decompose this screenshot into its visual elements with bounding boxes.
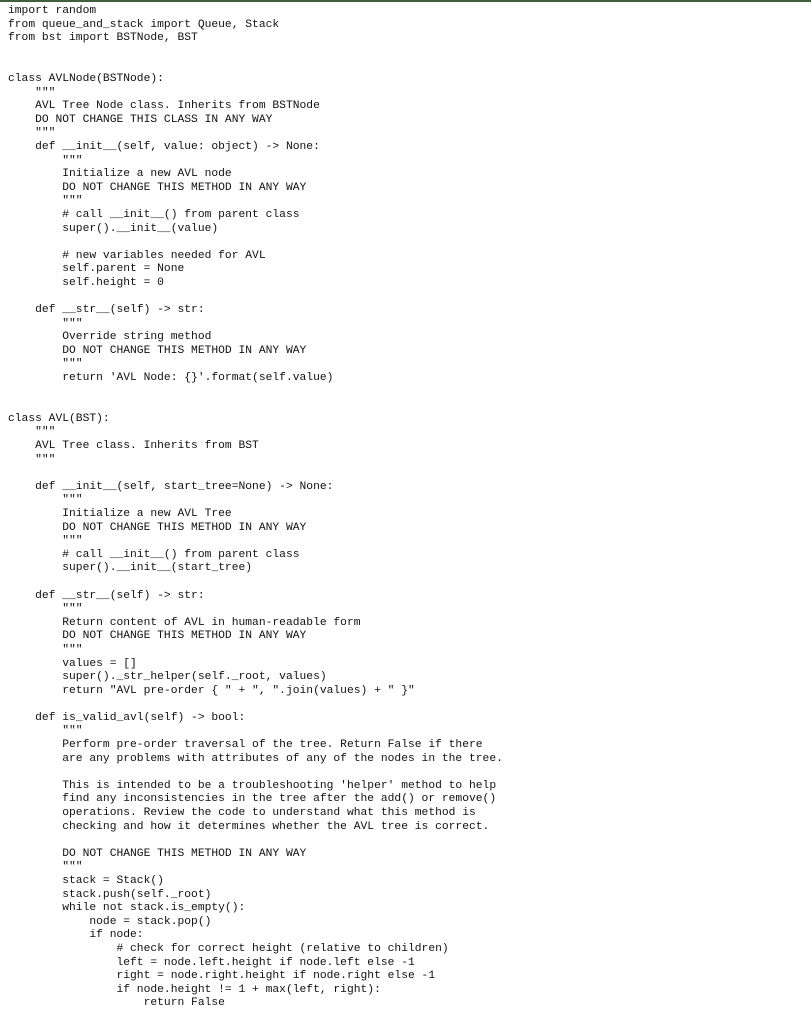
top-border (0, 0, 811, 2)
code-line (8, 576, 808, 590)
code-line: def __str__(self) -> str: (8, 304, 205, 317)
code-line: """ (8, 317, 83, 330)
code-line (8, 698, 808, 712)
code-line: find any inconsistencies in the tree after the add() or remove() (8, 793, 497, 806)
code-line: """ (8, 195, 83, 208)
code-line: Override string method (8, 331, 212, 344)
code-line: # call __init__() from parent class (8, 208, 300, 221)
code-line (8, 236, 808, 250)
code-line: """ (8, 725, 83, 738)
code-line: return False (8, 997, 225, 1010)
code-line: """ (8, 127, 56, 140)
code-line (8, 46, 808, 60)
code-line: are any problems with attributes of any of the nodes in the tree. (8, 752, 503, 765)
code-line: """ (8, 453, 56, 466)
code-line: class AVLNode(BSTNode): (8, 72, 164, 85)
code-line: super()._str_helper(self._root, values) (8, 671, 327, 684)
code-line: # call __init__() from parent class (8, 548, 300, 561)
code-line: operations. Review the code to understand what this method is (8, 807, 476, 820)
code-line: self.parent = None (8, 263, 185, 276)
code-line (8, 290, 808, 304)
code-line: # check for correct height (relative to children) (8, 942, 449, 955)
code-line (8, 834, 808, 848)
code-line: DO NOT CHANGE THIS METHOD IN ANY WAY (8, 344, 307, 357)
code-line: self.height = 0 (8, 276, 164, 289)
code-line: return "AVL pre-order { " + ", ".join(values) + " }" (8, 684, 415, 697)
code-line: checking and how it determines whether the AVL tree is correct. (8, 820, 490, 833)
code-line: # new variables needed for AVL (8, 249, 266, 262)
code-line: """ (8, 643, 83, 656)
code-line (8, 399, 808, 413)
code-line (8, 766, 808, 780)
code-line: super().__init__(start_tree) (8, 562, 253, 575)
code-line: right = node.right.height if node.right else -1 (8, 970, 436, 983)
code-line: node = stack.pop() (8, 915, 212, 928)
code-line: import random (8, 5, 97, 17)
code-line: from queue_and_stack import Queue, Stack (8, 18, 280, 31)
code-line: if node.height != 1 + max(left, right): (8, 983, 381, 996)
code-line: DO NOT CHANGE THIS CLASS IN ANY WAY (8, 113, 273, 126)
code-line: Initialize a new AVL node (8, 168, 232, 181)
code-line: Initialize a new AVL Tree (8, 507, 232, 520)
code-line: stack.push(self._root) (8, 888, 212, 901)
code-line: def __init__(self, start_tree=None) -> None: (8, 480, 334, 493)
code-line: def __str__(self) -> str: (8, 589, 205, 602)
code-line: stack = Stack() (8, 875, 164, 887)
code-line (8, 386, 808, 400)
code-line: DO NOT CHANGE THIS METHOD IN ANY WAY (8, 521, 307, 534)
code-line: Perform pre-order traversal of the tree. Return False if there (8, 739, 483, 752)
code-line: AVL Tree Node class. Inherits from BSTNode (8, 100, 320, 113)
code-view (8, 5, 808, 1011)
code-line: if node: (8, 929, 144, 942)
code-line: """ (8, 154, 83, 167)
code-line (8, 59, 808, 73)
code-line: return 'AVL Node: {}'.format(self.value) (8, 372, 334, 385)
code-line: """ (8, 494, 83, 507)
code-line: def __init__(self, value: object) -> None: (8, 140, 320, 153)
code-line: """ (8, 535, 83, 548)
code-line: """ (8, 358, 83, 371)
code-line: super().__init__(value) (8, 222, 219, 235)
code-line: """ (8, 603, 83, 616)
code-line: This is intended to be a troubleshooting 'helper' method to help (8, 779, 497, 792)
code-line: """ (8, 86, 56, 99)
code-line: DO NOT CHANGE THIS METHOD IN ANY WAY (8, 847, 307, 860)
code-line (8, 467, 808, 481)
code-line: left = node.left.height if node.left else -1 (8, 956, 415, 969)
code-line: Return content of AVL in human-readable form (8, 616, 361, 629)
code-line: values = [] (8, 657, 137, 670)
code-line: def is_valid_avl(self) -> bool: (8, 711, 246, 724)
code-line: class AVL(BST): (8, 412, 110, 425)
code-line: DO NOT CHANGE THIS METHOD IN ANY WAY (8, 630, 307, 643)
code-line: DO NOT CHANGE THIS METHOD IN ANY WAY (8, 181, 307, 194)
code-line: """ (8, 426, 56, 439)
code-line: AVL Tree class. Inherits from BST (8, 440, 259, 452)
code-line: from bst import BSTNode, BST (8, 32, 198, 45)
code-line: while not stack.is_empty(): (8, 902, 246, 915)
code-line: """ (8, 861, 83, 874)
